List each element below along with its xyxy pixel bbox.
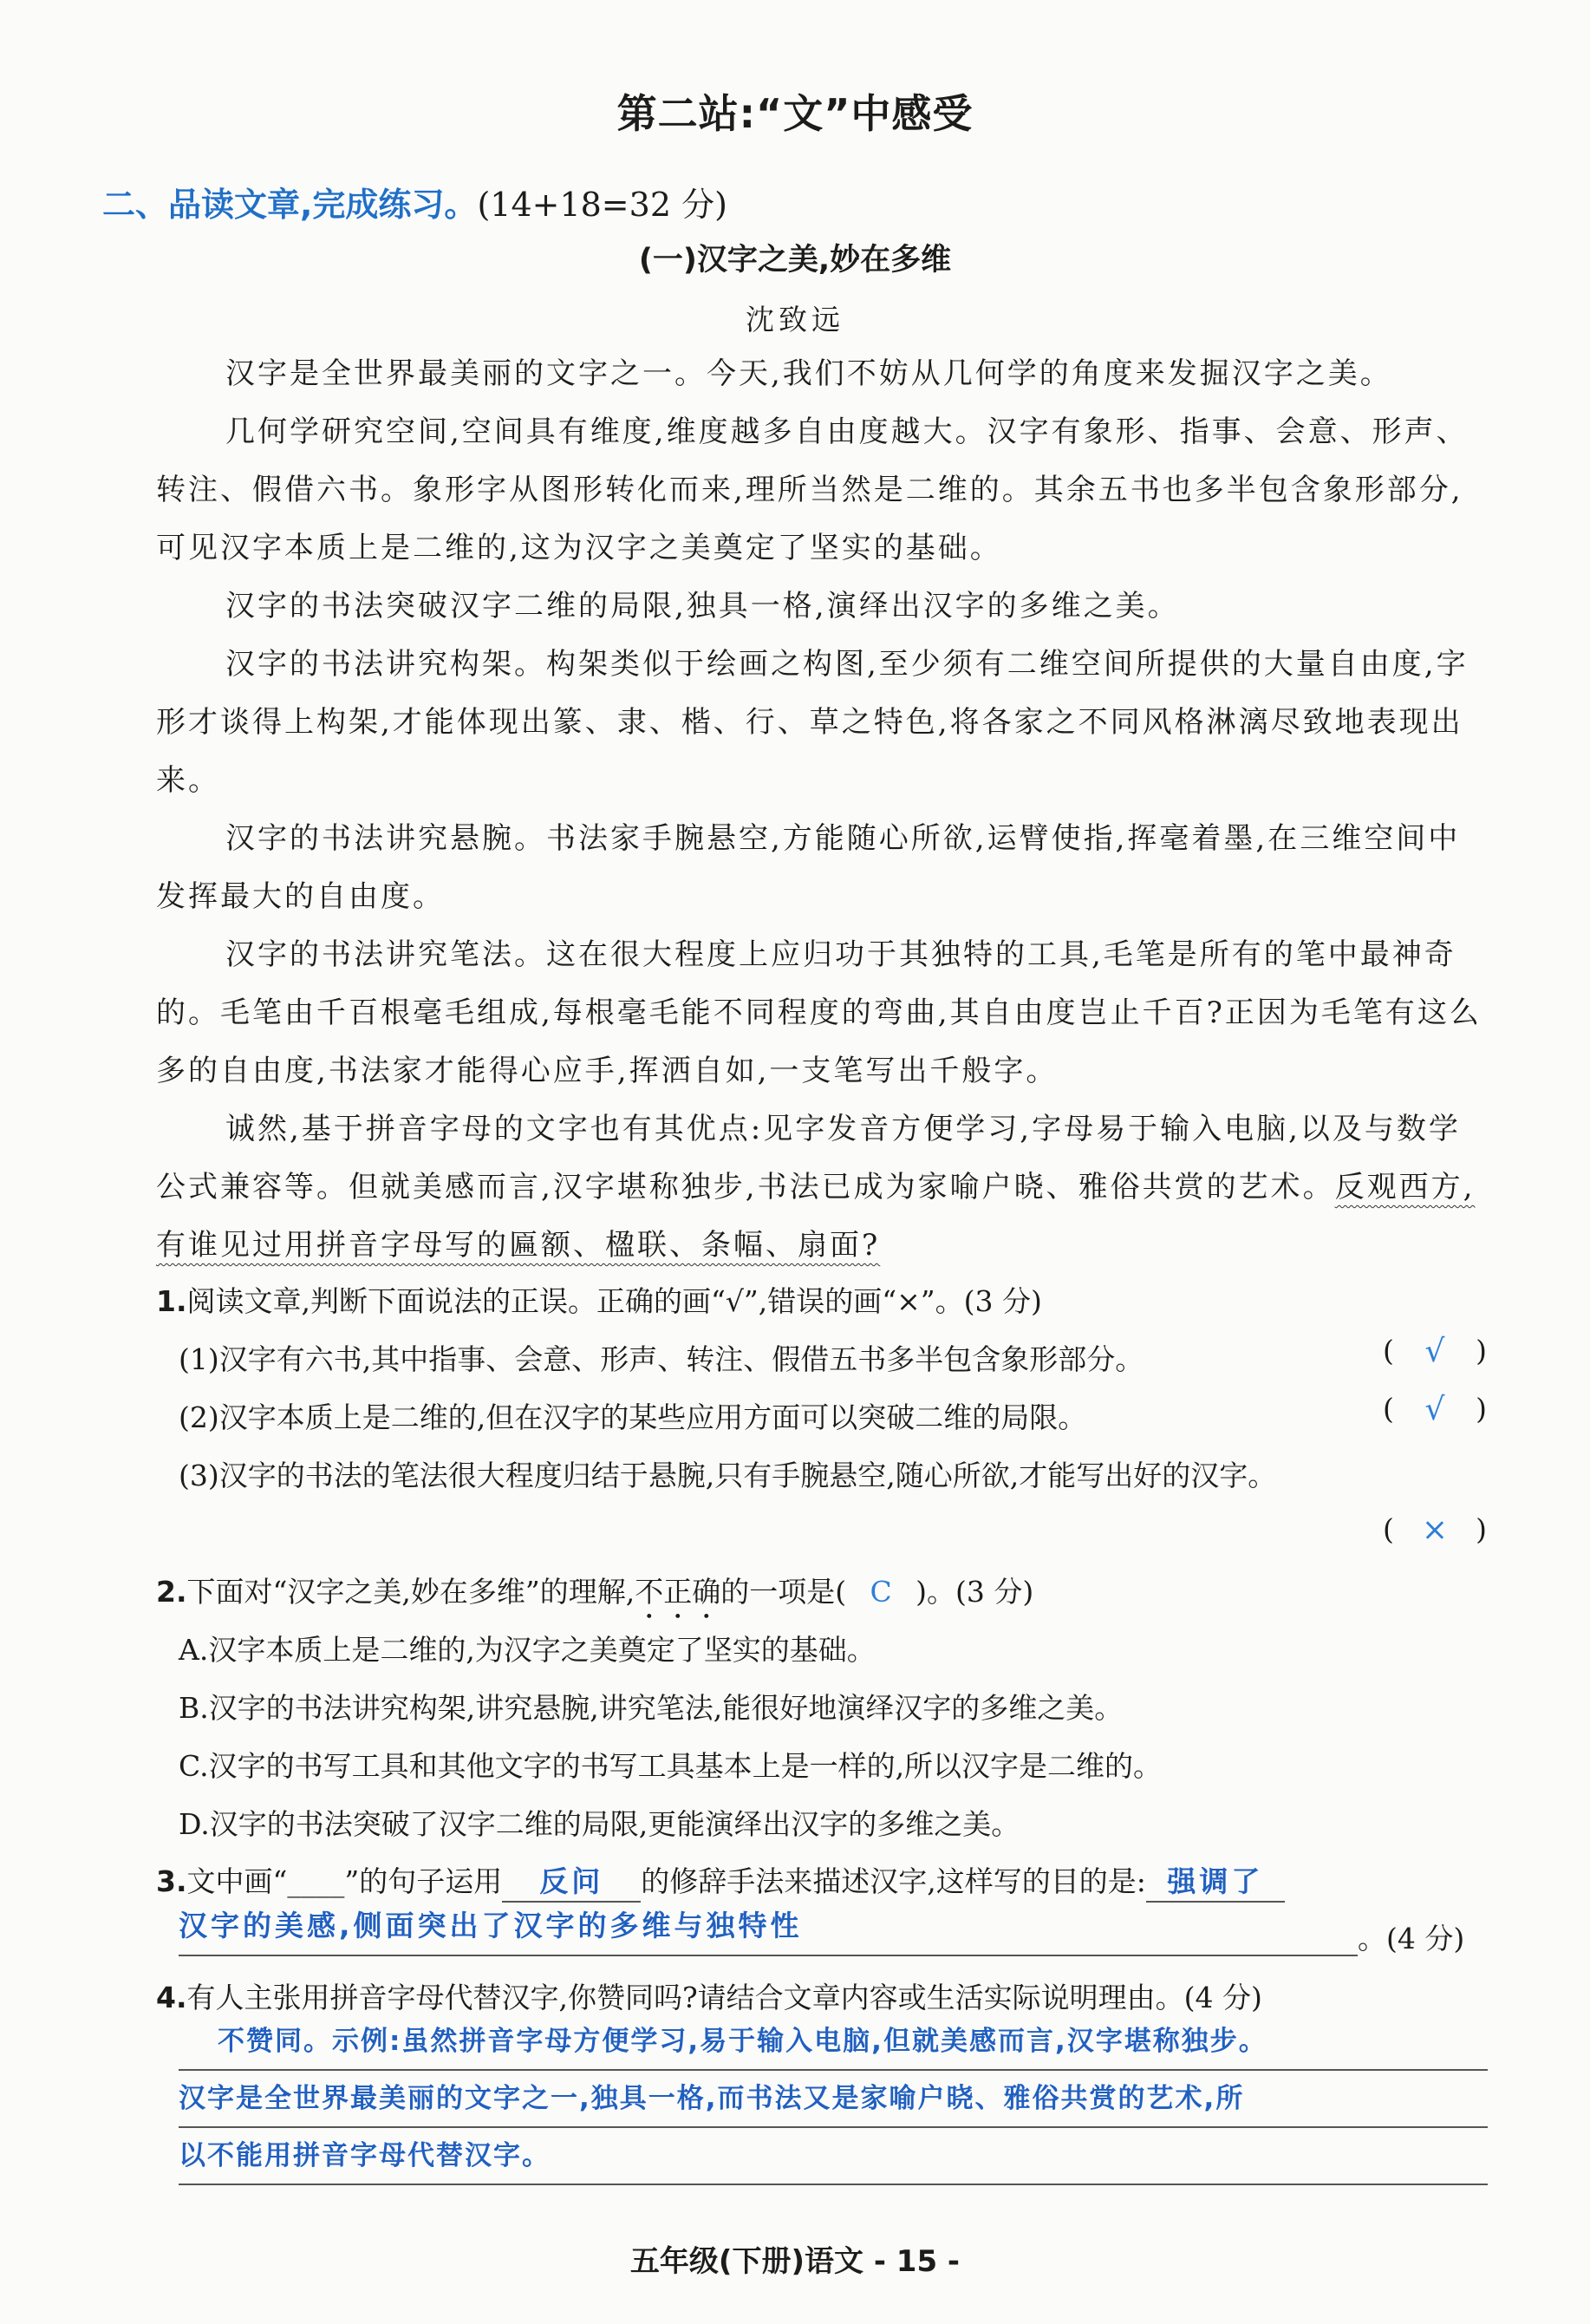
q2-option-d: D.汉字的书法突破了汉字二维的局限,更能演绎出汉字的多维之美。 bbox=[179, 1807, 1020, 1841]
question-number: 1. bbox=[156, 1284, 187, 1318]
question-4 bbox=[156, 1975, 1262, 2016]
q3-answer-purpose-2: 汉字的美感,侧面突出了汉字的多维与独特性 bbox=[179, 1909, 803, 1942]
article-author: 沈致远 bbox=[746, 303, 844, 336]
paragraph: 汉字的书法突破汉字二维的局限,独具一格,演绎出汉字的多维之美。 bbox=[225, 589, 1180, 623]
q3-answer-purpose-1: 强调了 bbox=[1146, 1863, 1285, 1903]
section-label: 二、品读文章,完成练习。 bbox=[102, 186, 478, 224]
q3-answer-device: 反问 bbox=[502, 1863, 641, 1903]
paragraph-last-main: 诚然,基于拼音字母的文字也有其优点:见字发音方便学习,字母易于输入电脑,以及与数学公式兼容等。但就美感而言,汉字堪称独步,书法已成为家喻户晓、雅俗共赏的艺术。 bbox=[156, 1112, 1461, 1204]
question-number: 4. bbox=[156, 1981, 187, 2014]
blank-mark: ____ bbox=[287, 1864, 345, 1898]
question-1 bbox=[156, 1279, 1042, 1320]
q1-item-1-answer-box: ( √ ) bbox=[1383, 1334, 1487, 1369]
q2-option-c: C.汉字的书写工具和其他文字的书写工具基本上是一样的,所以汉字是二维的。 bbox=[179, 1749, 1163, 1783]
q3-score: 。(4 分) bbox=[1358, 1922, 1465, 1955]
q4-answer-line-2: 汉字是全世界最美丽的文字之一,独具一格,而书法又是家喻户晓、雅俗共赏的艺术,所 bbox=[179, 2071, 1488, 2128]
q2-option-b: B.汉字的书法讲究构架,讲究悬腕,讲究笔法,能很好地演绎汉字的多维之美。 bbox=[179, 1691, 1124, 1725]
paragraph: 汉字的书法讲究构架。构架类似于绘画之构图,至少须有二维空间所提供的大量自由度,字形才谈得上构架,才能体现出篆、隶、楷、行、草之特色,将各家之不同风格淋漓尽致地表现出来。 bbox=[156, 647, 1469, 798]
article-body bbox=[156, 345, 1491, 1275]
article-title: (一)汉字之美,妙在多维 bbox=[638, 243, 952, 277]
q4-answer-line-1: 不赞同。示例:虽然拼音字母方便学习,易于输入电脑,但就美感而言,汉字堪称独步。 bbox=[179, 2014, 1488, 2071]
question-number: 3. bbox=[156, 1864, 187, 1898]
station-title: 第二站:“文”中感受 bbox=[616, 90, 974, 137]
q1-item-2: (2)汉字本质上是二维的,但在汉字的某些应用方面可以突破二维的局限。 bbox=[179, 1400, 1087, 1434]
q3-answer-line bbox=[179, 1899, 1358, 1956]
q2-option-a: A.汉字本质上是二维的,为汉字之美奠定了坚实的基础。 bbox=[179, 1633, 876, 1667]
q1-item-3-answer-box: ( × ) bbox=[1383, 1512, 1487, 1548]
check-mark: √ bbox=[1424, 1334, 1445, 1369]
question-3: 3.文中画“____”的句子运用 反问 的修辞手法来描述汉字,这样写的目的是: 强调了 bbox=[156, 1859, 1285, 1903]
q2-answer: C bbox=[870, 1575, 892, 1609]
check-mark: √ bbox=[1424, 1392, 1445, 1427]
page-footer: 五年级(下册)语文 - 15 - bbox=[629, 2244, 961, 2279]
q1-item-2-answer-box: ( √ ) bbox=[1383, 1392, 1487, 1427]
section-heading bbox=[102, 178, 727, 225]
paragraph-last bbox=[156, 1100, 1491, 1275]
q1-item-1: (1)汉字有六书,其中指事、会意、形声、转注、假借五书多半包含象形部分。 bbox=[179, 1342, 1144, 1376]
q1-item-3: (3)汉字的书法的笔法很大程度归结于悬腕,只有手腕悬空,随心所欲,才能写出好的汉字。 bbox=[179, 1459, 1277, 1492]
section-points: (14+18=32 分) bbox=[477, 186, 727, 224]
cross-mark: × bbox=[1421, 1512, 1449, 1548]
underlined-sentence: 反观西方,有谁见过用拼音字母写的匾额、楹联、条幅、扇面? bbox=[156, 1170, 1476, 1263]
q4-answer-line-3: 以不能用拼音字母代替汉字。 bbox=[179, 2128, 1488, 2185]
question-2: 2.下面对“汉字之美,妙在多维”的理解,不正确的一项是( C )。(3 分) bbox=[156, 1575, 1034, 1609]
paragraph: 几何学研究空间,空间具有维度,维度越多自由度越大。汉字有象形、指事、会意、形声、转注、假借六书。象形字从图形转化而来,理所当然是二维的。其余五书也多半包含象形部分,可见汉字本质上是二维的,这为汉字之美奠定了坚实的基础。 bbox=[156, 415, 1469, 565]
emphasis-text: 不正确 bbox=[635, 1575, 721, 1609]
question-number: 2. bbox=[156, 1575, 187, 1609]
question-stem: 有人主张用拼音字母代替汉字,你赞同吗?请结合文章内容或生活实际说明理由。(4 分) bbox=[186, 1981, 1262, 2014]
paragraph: 汉字是全世界最美丽的文字之一。今天,我们不妨从几何学的角度来发掘汉字之美。 bbox=[225, 356, 1392, 391]
paragraph: 汉字的书法讲究笔法。这在很大程度上应归功于其独特的工具,毛笔是所有的笔中最神奇的。毛笔由千百根毫毛组成,每根毫毛能不同程度的弯曲,其自由度岂止千百?正因为毛笔有这么多的自由度,书法家才能得心应手,挥洒自如,一支笔写出千般字。 bbox=[156, 937, 1482, 1088]
paragraph: 汉字的书法讲究悬腕。书法家手腕悬空,方能随心所欲,运臂使指,挥毫着墨,在三维空间中发挥最大的自由度。 bbox=[156, 821, 1461, 914]
question-stem: 阅读文章,判断下面说法的正误。正确的画“√”,错误的画“×”。(3 分) bbox=[186, 1284, 1042, 1318]
